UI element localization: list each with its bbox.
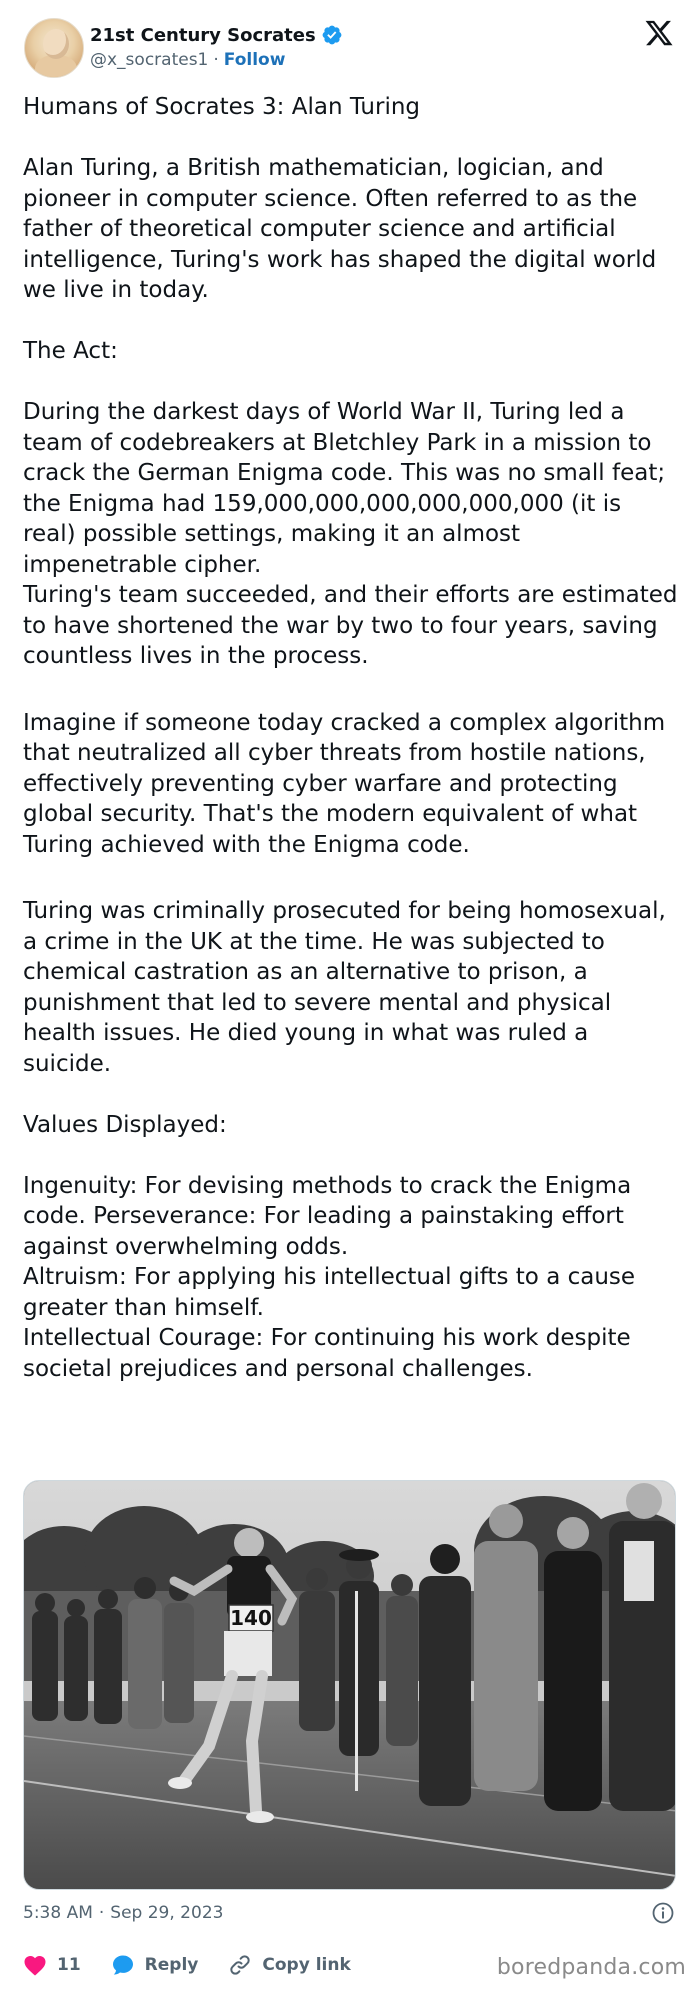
copy-link-button[interactable]	[228, 1953, 350, 1977]
act-paragraph-1: During the darkest days of World War II, Turing led a team of codebreakers at Bletchley Park in a mission to crack the German Enigma code. This was no small feat; the Enigma had 159,000,000,000,000,000,000 (it is real) possible settings, making it an almost impenetrable cipher.	[23, 399, 666, 578]
link-icon	[228, 1953, 252, 1977]
like-button[interactable]	[23, 1954, 81, 1976]
reply-button[interactable]	[111, 1953, 199, 1977]
values-heading: Values Displayed:	[23, 1111, 227, 1138]
author-display-name[interactable]: 21st Century Socrates	[90, 24, 316, 46]
tweet-meta	[23, 1898, 675, 1928]
value-ingenuity: Ingenuity: For devising methods to crack the Enigma code. Perseverance: For leading a painstaking effort against overwhelming odds.	[23, 1172, 632, 1260]
value-altruism: Altruism: For applying his intellectual gifts to a cause greater than himself.	[23, 1264, 636, 1321]
info-icon[interactable]	[651, 1901, 675, 1925]
tweet-time[interactable]: 5:38 AM	[23, 1903, 93, 1923]
heart-icon	[23, 1954, 47, 1976]
x-logo-icon[interactable]	[644, 18, 674, 48]
verified-badge-icon	[321, 24, 343, 46]
tweet-photo[interactable]	[23, 1480, 676, 1890]
watermark: boredpanda.com	[496, 1955, 686, 1980]
copy-link-label: Copy link	[262, 1955, 351, 1975]
tweet-intro: Alan Turing, a British mathematician, logician, and pioneer in computer science. Often referred to as the father of theoretical computer science and artificial intelligence, Turing's work has shaped the digital world we live in today.	[23, 155, 657, 303]
value-courage: Intellectual Courage: For continuing his work despite societal prejudices and personal challenges.	[23, 1325, 631, 1382]
runner-bib-number: 140	[230, 1606, 272, 1630]
author-handle-row	[90, 50, 285, 70]
act-paragraph-2: Turing's team succeeded, and their efforts are estimated to have shortened the war by two to four years, saving countless lives in the process.	[23, 582, 678, 669]
reply-label: Reply	[144, 1955, 199, 1975]
prosecution-paragraph: Turing was criminally prosecuted for being homosexual, a crime in the UK at the time. He was subjected to chemical castration as an alternative to prison, a punishment that led to severe mental and physical health issues. He died young in what was ruled a suicide.	[23, 898, 666, 1077]
tweet-title: Humans of Socrates 3: Alan Turing	[23, 94, 421, 120]
follow-button[interactable]: Follow	[223, 50, 286, 70]
author-handle[interactable]: @x_socrates1	[90, 50, 209, 70]
speech-bubble-icon	[111, 1953, 135, 1977]
avatar[interactable]	[24, 18, 84, 78]
author-name-row	[90, 23, 343, 47]
meta-separator: ·	[98, 1903, 105, 1923]
tweet-date[interactable]: Sep 29, 2023	[110, 1903, 224, 1923]
tweet-header	[24, 18, 676, 80]
like-count: 11	[57, 1955, 81, 1975]
handle-separator: ·	[213, 50, 219, 70]
act-heading: The Act:	[23, 338, 118, 364]
tweet-text	[23, 92, 678, 1384]
modern-paragraph: Imagine if someone today cracked a complex algorithm that neutralized all cyber threats from hostile nations, effectively preventing cyber warfare and protecting global security. That's the modern equivalent of what Turing achieved with the Enigma code.	[23, 709, 666, 858]
race-photo-image	[24, 1481, 676, 1890]
